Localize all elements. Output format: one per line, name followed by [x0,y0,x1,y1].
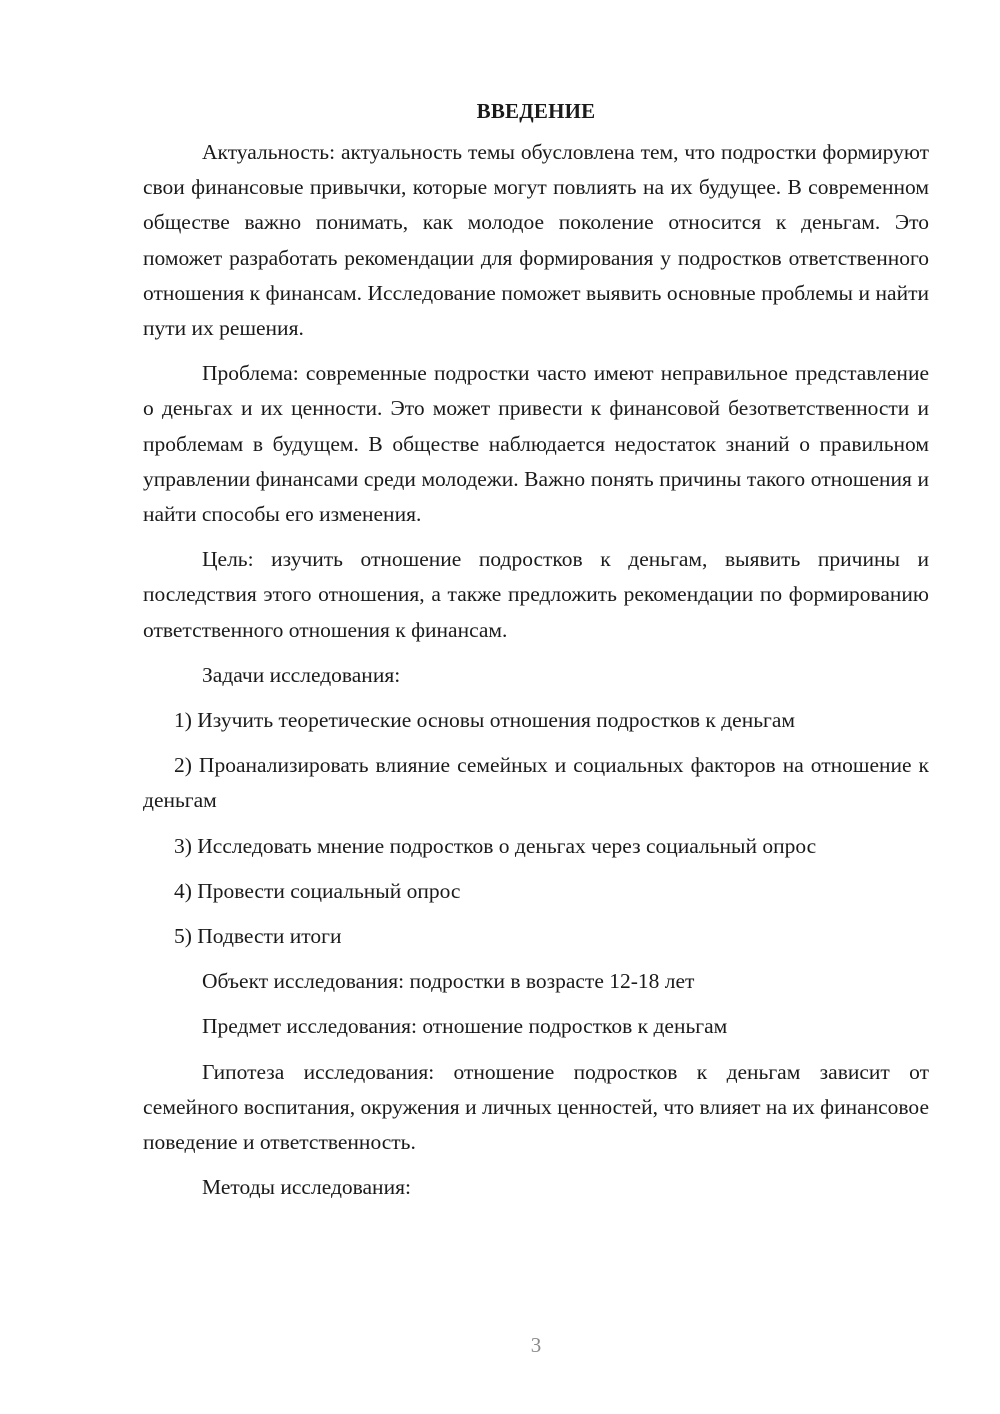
page-content [143,94,929,1215]
problem-paragraph: Проблема: современные подростки часто имеют неправильное представление о деньгах и их ценности. Это может привести к финансовой безответственности и проблемам в будущем. В обществе наблюдается недостаток знаний о правильном управлении финансами среди молодежи. Важно понять причины такого отношения и найти способы его изменения. [143,361,929,527]
task-item: 2) Проанализировать влияние семейных и социальных факторов на отношение к деньгам [143,753,929,813]
task-item: 5) Подвести итоги [174,924,342,949]
task-item: 1) Изучить теоретические основы отношения подростков к деньгам [174,708,795,733]
page-number: 3 [530,1333,542,1357]
object-paragraph: Объект исследования: подростки в возрасте 12-18 лет [202,969,695,994]
page-title: ВВЕДЕНИЕ [476,99,596,123]
task-item: 3) Исследовать мнение подростков о деньгах через социальный опрос [174,833,817,858]
hypothesis-paragraph: Гипотеза исследования: отношение подростков к деньгам зависит от семейного воспитания, окружения и личных ценностей, что влияет на их финансовое поведение и ответственность. [143,1059,929,1155]
goal-paragraph: Цель: изучить отношение подростков к деньгам, выявить причины и последствия этого отношения, а также предложить рекомендации по формированию ответственного отношения к финансам. [143,547,929,642]
tasks-heading: Задачи исследования: [202,662,401,687]
subject-paragraph: Предмет исследования: отношение подростков к деньгам [202,1014,728,1039]
task-item: 4) Провести социальный опрос [174,878,461,903]
relevance-paragraph: Актуальность: актуальность темы обусловлена тем, что подростки формируют свои финансовые привычки, которые могут повлиять на их будущее. В современном обществе важно понимать, как молодое поколение относится к деньгам. Это поможет разработать рекомендации для формирования у подростков ответственного отношения к финансам. Исследование поможет выявить основные проблемы и найти пути их решения. [143,140,929,341]
methods-heading: Методы исследования: [202,1175,411,1200]
